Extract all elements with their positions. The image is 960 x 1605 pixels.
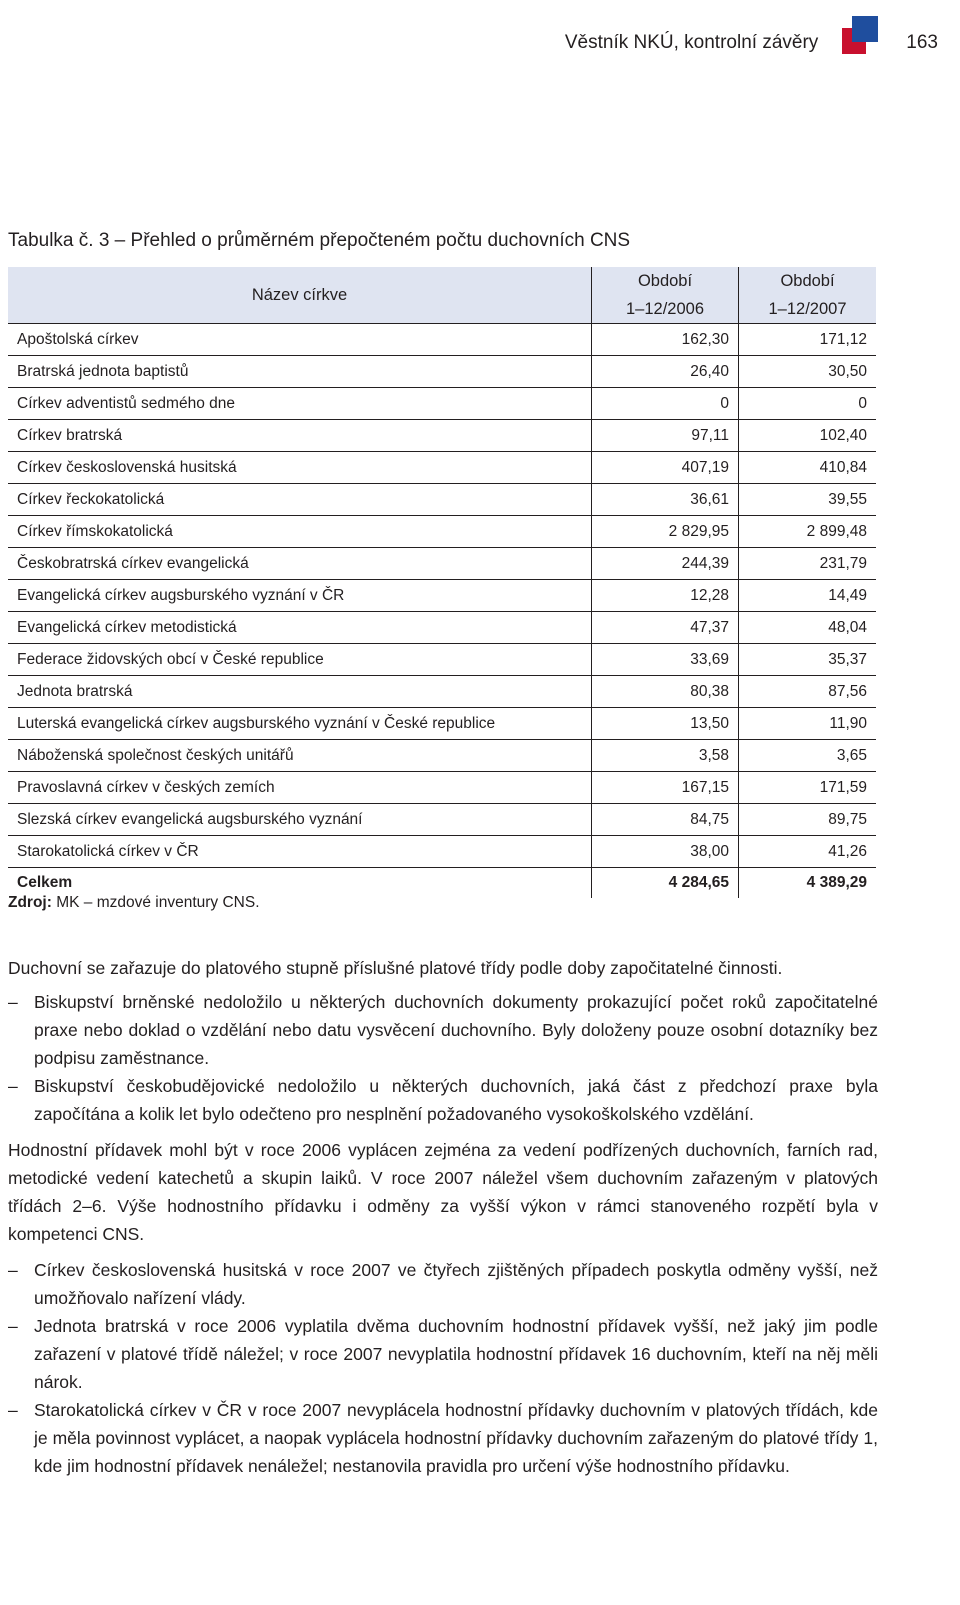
row-value-2007: 87,56 — [739, 676, 877, 708]
row-value-2007: 41,26 — [739, 836, 877, 868]
row-value-2006: 2 829,95 — [592, 516, 739, 548]
row-value-2006: 3,58 — [592, 740, 739, 772]
table-row — [8, 324, 876, 356]
row-value-2007: 14,49 — [739, 580, 877, 612]
row-name: Evangelická církev augsburského vyznání v ČR — [8, 580, 592, 612]
list-item-text: Biskupství českobudějovické nedoložilo u některých duchovních, jaká část z předchozí praxe byla započítána a kolik let bylo odečteno pro nesplnění požadovaného vysokoškolského vzdělání. — [34, 1076, 878, 1124]
paragraph-2: Hodnostní přídavek mohl být v roce 2006 vyplácen zejména za vedení podřízených duchovních, farních rad, metodické vedení katechetů a skupin laiků. V roce 2007 náležel všem duchovním zařazeným v platových třídách 2–6. Výše hodnostního přídavku i odměny za vyšší výkon v rámci stanoveného rozpětí byla v kompetenci CNS. — [8, 1140, 878, 1244]
table-row — [8, 708, 876, 740]
column-header-2006-label: Období — [637, 272, 693, 290]
paragraph-1: Duchovní se zařazuje do platového stupně příslušné platové třídy podle doby započitatelné činnosti. — [8, 958, 783, 978]
row-value-2007: 171,59 — [739, 772, 877, 804]
row-value-2007: 11,90 — [739, 708, 877, 740]
row-value-2006: 33,69 — [592, 644, 739, 676]
row-value-2007: 3,65 — [739, 740, 877, 772]
list-item-text: Církev československá husitská v roce 2007 ve čtyřech zjištěných případech poskytla odměny vyšší, než umožňovalo nařízení vlády. — [34, 1260, 878, 1308]
table-row — [8, 548, 876, 580]
row-value-2007: 2 899,48 — [739, 516, 877, 548]
total-2006: 4 284,65 — [592, 868, 739, 899]
row-name: Církev římskokatolická — [8, 516, 592, 548]
list-item — [8, 1072, 878, 1128]
logo-blue-square — [852, 16, 878, 42]
row-value-2007: 171,12 — [739, 324, 877, 356]
table-row — [8, 388, 876, 420]
clergy-table — [8, 267, 876, 898]
column-header-2007-range: 1–12/2007 — [768, 300, 847, 318]
table-row — [8, 580, 876, 612]
row-value-2007: 39,55 — [739, 484, 877, 516]
row-value-2006: 407,19 — [592, 452, 739, 484]
table-title: Tabulka č. 3 – Přehled o průměrném přepočteném počtu duchovních CNS — [8, 230, 631, 251]
row-value-2006: 84,75 — [592, 804, 739, 836]
total-label: Celkem — [8, 868, 592, 899]
column-header-name: Název církve — [8, 267, 592, 324]
column-header-2007-label: Období — [780, 272, 835, 290]
table-row — [8, 516, 876, 548]
row-name: Luterská evangelická církev augsburského vyznání v České republice — [8, 708, 592, 740]
row-value-2007: 231,79 — [739, 548, 877, 580]
row-name: Slezská církev evangelická augsburského vyznání — [8, 804, 592, 836]
journal-title: Věstník NKÚ, kontrolní závěry — [564, 32, 819, 53]
row-name: Apoštolská církev — [8, 324, 592, 356]
row-value-2006: 0 — [592, 388, 739, 420]
row-value-2006: 162,30 — [592, 324, 739, 356]
column-header-2006 — [592, 267, 739, 324]
row-name: Náboženská společnost českých unitářů — [8, 740, 592, 772]
table-row — [8, 836, 876, 868]
row-value-2006: 12,28 — [592, 580, 739, 612]
bullet-list-2 — [8, 1256, 878, 1480]
column-header-2007 — [739, 267, 877, 324]
dash-bullet-icon: – — [8, 1316, 18, 1336]
list-item — [8, 1312, 878, 1396]
list-item — [8, 1396, 878, 1480]
row-name: Pravoslavná církev v českých zemích — [8, 772, 592, 804]
row-value-2007: 30,50 — [739, 356, 877, 388]
list-item-text: Biskupství brněnské nedoložilo u některých duchovních dokumenty prokazující počet roků započitatelné praxe nebo doklad o vzdělání nebo datu vysvěcení duchovního. Byly doloženy pouze osobní dotazníky bez podpisu zaměstnance. — [34, 992, 878, 1068]
row-name: Evangelická církev metodistická — [8, 612, 592, 644]
dash-bullet-icon: – — [8, 1260, 18, 1280]
table-row — [8, 452, 876, 484]
list-item-text: Jednota bratrská v roce 2006 vyplatila dvěma duchovním hodnostní přídavek vyšší, než jaký jim podle zařazení v platové třídě náležel; v roce 2007 nevyplatila hodnostní přídavek 16 duchovním, kteří na něj měli nárok. — [34, 1316, 878, 1392]
row-name: Jednota bratrská — [8, 676, 592, 708]
table-row — [8, 676, 876, 708]
table-row — [8, 420, 876, 452]
row-value-2007: 0 — [739, 388, 877, 420]
table-source — [8, 894, 260, 912]
row-value-2007: 89,75 — [739, 804, 877, 836]
table-row — [8, 356, 876, 388]
page-number: 163 — [906, 32, 938, 53]
row-value-2006: 13,50 — [592, 708, 739, 740]
list-item — [8, 1256, 878, 1312]
table-row — [8, 484, 876, 516]
dash-bullet-icon: – — [8, 1076, 18, 1096]
row-name: Církev adventistů sedmého dne — [8, 388, 592, 420]
table-row — [8, 644, 876, 676]
row-value-2007: 35,37 — [739, 644, 877, 676]
body-text — [8, 954, 878, 1480]
table-row — [8, 740, 876, 772]
row-value-2007: 102,40 — [739, 420, 877, 452]
total-2007: 4 389,29 — [739, 868, 877, 899]
table-header-row — [8, 267, 876, 324]
row-name: Církev bratrská — [8, 420, 592, 452]
page-header — [565, 28, 938, 58]
table-row — [8, 804, 876, 836]
row-name: Bratrská jednota baptistů — [8, 356, 592, 388]
dash-bullet-icon: – — [8, 992, 18, 1012]
table-body — [8, 324, 876, 899]
source-text: MK – mzdové inventury CNS. — [51, 894, 260, 911]
source-label: Zdroj: — [8, 894, 52, 911]
row-value-2007: 48,04 — [739, 612, 877, 644]
row-value-2006: 26,40 — [592, 356, 739, 388]
row-name: Církev řeckokatolická — [8, 484, 592, 516]
row-value-2006: 80,38 — [592, 676, 739, 708]
row-value-2006: 97,11 — [592, 420, 739, 452]
row-value-2006: 167,15 — [592, 772, 739, 804]
row-value-2006: 38,00 — [592, 836, 739, 868]
row-name: Církev československá husitská — [8, 452, 592, 484]
row-value-2006: 36,61 — [592, 484, 739, 516]
row-name: Federace židovských obcí v České republice — [8, 644, 592, 676]
list-item — [8, 988, 878, 1072]
table-row — [8, 612, 876, 644]
row-value-2006: 244,39 — [592, 548, 739, 580]
table-row — [8, 772, 876, 804]
column-header-2006-range: 1–12/2006 — [626, 300, 704, 318]
list-item-text: Starokatolická církev v ČR v roce 2007 nevyplácela hodnostní přídavky duchovním v platových třídách, kde je měla povinnost vyplácet, a naopak vyplácela hodnostní přídavky duchovním zařazeným do platové třídy 1, kde jim hodnostní přídavek nenáležel; nestanovila pravidla pro určení výše hodnostního přídavku. — [34, 1400, 878, 1476]
row-value-2006: 47,37 — [592, 612, 739, 644]
nku-logo-icon — [842, 16, 884, 58]
row-name: Starokatolická církev v ČR — [8, 836, 592, 868]
row-value-2007: 410,84 — [739, 452, 877, 484]
row-name: Českobratrská církev evangelická — [8, 548, 592, 580]
dash-bullet-icon: – — [8, 1400, 18, 1420]
bullet-list-1 — [8, 988, 878, 1128]
